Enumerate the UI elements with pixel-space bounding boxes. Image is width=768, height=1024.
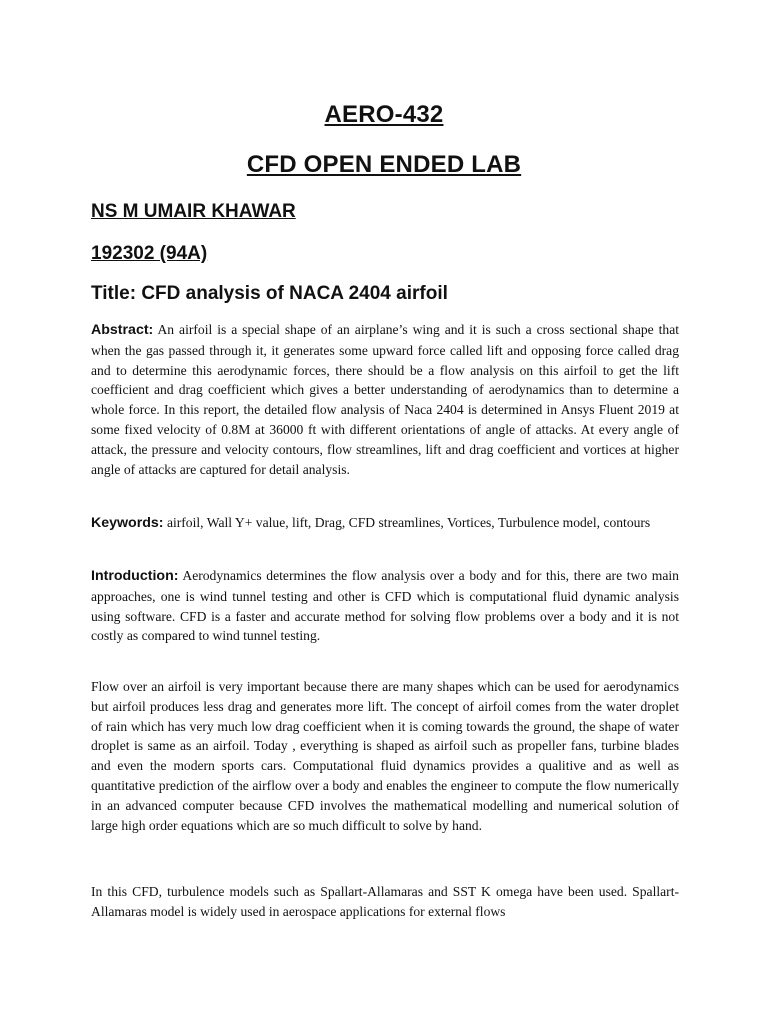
keywords-paragraph [91, 513, 679, 534]
abstract-label: Abstract: [91, 322, 154, 338]
course-code-heading: AERO-432 [324, 101, 444, 128]
turbulence-models-paragraph: In this CFD, turbulence models such as Spallart-Allamaras and SST K omega have been used. Spallart-Allamaras model is widely used in aerospace applications for external flows [91, 884, 679, 919]
keywords-text: airfoil, Wall Y+ value, lift, Drag, CFD streamlines, Vortices, Turbulence model, contours [166, 515, 651, 530]
keywords-label: Keywords: [91, 515, 164, 531]
flow-over-airfoil-paragraph: Flow over an airfoil is very important because there are many shapes which can be used for aerodynamics but airfoil produces less drag and generates more lift. The concept of airfoil comes from the water droplet of rain which has very much low drag coefficient when it is coming towards the ground, the shape of water droplet is same as an airfoil. Today , everything is shaped as airfoil such as propeller fans, turbine blades and even the modern sports cars. Computational fluid dynamics provides a qualitive and as well as quantitative prediction of the airflow over a body and enables the engineer to compute the flow numerically in an advanced computer because CFD involves the mathematical modelling and numerical solution of large high order equations which are so much difficult to solve by hand. [91, 679, 679, 833]
roll-number: 192302 (94A) [91, 243, 208, 264]
introduction-label: Introduction: [91, 568, 179, 584]
abstract-text: An airfoil is a special shape of an airplane’s wing and it is such a cross sectional shape that when the gas passed through it, it generates some upward force called lift and opposing force called drag and to determine this aerodynamic forces, there should be a flow analysis on this airfoil to get the lift coefficient and drag coefficient which gives a better understanding of aerodynamics than to determine a whole force. In this report, the detailed flow analysis of Naca 2404 is determined in Ansys Fluent 2019 at some fixed velocity of 0.8M at 36000 ft with different orientations of angle of attacks. At every angle of attack, the pressure and velocity contours, flow streamlines, lift and drag coefficient and vortices at higher angle of attacks are captured for detail analysis. [91, 322, 680, 477]
introduction-paragraph [91, 566, 679, 646]
student-name: NS M UMAIR KHAWAR [91, 201, 296, 222]
introduction-text: Aerodynamics determines the flow analysis over a body and for this, there are two main approaches, one is wind tunnel testing and other is CFD which is computational fluid dynamic analysis using software. CFD is a faster and accurate method for solving flow problems over a body and it is not costly as compared to wind tunnel testing. [91, 568, 679, 644]
abstract-paragraph [91, 320, 679, 479]
report-title: Title: CFD analysis of NACA 2404 airfoil [91, 283, 448, 304]
lab-title-heading: CFD OPEN ENDED LAB [246, 151, 522, 178]
